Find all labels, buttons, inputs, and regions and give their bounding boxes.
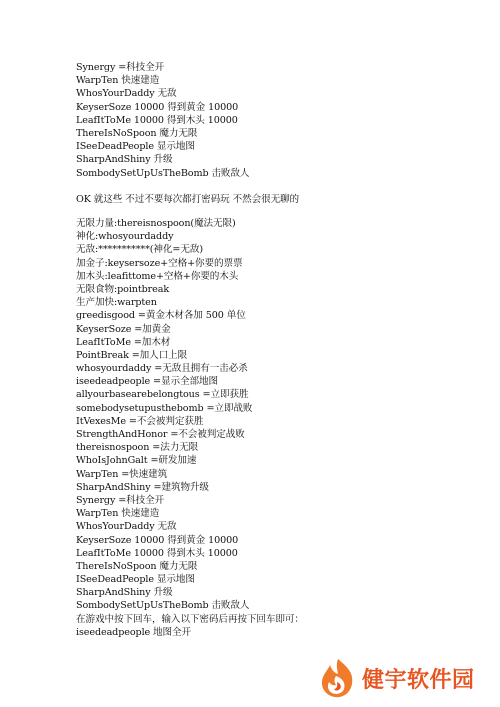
text-line: SombodySetUpUsTheBomb 击败敌人 — [76, 600, 250, 612]
text-line: LeafItToMe 10000 得到木头 10000 — [76, 114, 238, 126]
text-line: iseedeadpeople 地图全开 — [76, 626, 192, 638]
text-line: StrengthAndHonor =不会被判定战败 — [76, 429, 245, 440]
text-line: 神化:whosyourdaddy — [76, 231, 174, 243]
text-line: LeafItToMe 10000 得到木头 10000 — [76, 547, 238, 559]
text-line: 加木头:leafittome+空格+你要的木头 — [76, 270, 239, 282]
flame-fox-logo-icon — [316, 656, 360, 700]
text-line: 无限力量:thereisnospoon(魔法无限) — [76, 218, 236, 229]
text-line: greedisgood =黄金木材各加 500 单位 — [76, 310, 246, 322]
text-line: LeafItToMe =加木材 — [76, 336, 171, 348]
text-line: WarpTen 快速建造 — [76, 75, 160, 87]
text-line: WhosYourDaddy 无敌 — [76, 521, 177, 533]
text-line: WarpTen 快速建造 — [76, 508, 160, 520]
text-line: iseedeadpeople =显示全部地图 — [76, 376, 218, 388]
text-line: Synergy =科技全开 — [76, 62, 165, 73]
text-line: WhosYourDaddy 无敌 — [76, 88, 177, 100]
text-line: 无敌:***********(神化=无敌) — [76, 244, 203, 256]
text-line: SharpAndShiny =建筑物升级 — [76, 481, 209, 493]
text-line: thereisnospoon =法力无限 — [76, 442, 199, 454]
text-line: ISeeDeadPeople 显示地图 — [76, 574, 195, 586]
site-logo — [316, 654, 496, 702]
text-line: 无限食物:pointbreak — [76, 283, 170, 295]
text-line: KeyserSoze 10000 得到黄金 10000 — [76, 101, 239, 113]
text-line: SharpAndShiny 升级 — [76, 154, 173, 166]
text-line: ItVexesMe =不会被判定获胜 — [76, 415, 204, 427]
text-line: KeyserSoze =加黄金 — [76, 323, 171, 335]
text-line: PointBreak =加人口上限 — [76, 349, 188, 361]
logo-text: 健宇软件园 — [362, 667, 475, 693]
text-line: allyourbasearebelongtous =立即获胜 — [76, 389, 249, 401]
cheat-code-list-short — [76, 61, 476, 180]
text-line: SharpAndShiny 升级 — [76, 587, 173, 599]
text-line: SombodySetUpUsTheBomb 击败敌人 — [76, 167, 250, 179]
text-line: ThereIsNoSpoon 魔力无限 — [76, 127, 198, 139]
text-line: Synergy =科技全开 — [76, 494, 165, 506]
text-line: somebodysetupusthebomb =立即战败 — [76, 402, 253, 414]
text-line: 在游戏中按下回车，输入以下密码后再按下回车即可： — [76, 613, 304, 625]
text-line: OK 就这些 不过不要每次都打密码玩 不然会很无聊的 — [76, 194, 300, 205]
text-line: whosyourdaddy =无敌且拥有一击必杀 — [76, 363, 248, 375]
text-line: KeyserSoze 10000 得到黄金 10000 — [76, 534, 239, 546]
text-line: WarpTen =快速建筑 — [76, 468, 168, 480]
text-line: ISeeDeadPeople 显示地图 — [76, 141, 195, 153]
text-line: 生产加快:warpten — [76, 297, 157, 309]
text-line: 加金子:keysersoze+空格+你要的票票 — [76, 257, 243, 269]
cheat-code-list-full — [76, 217, 476, 639]
note-paragraph — [76, 193, 476, 206]
text-line: WhoIsJohnGalt =研发加速 — [76, 455, 197, 467]
text-line: ThereIsNoSpoon 魔力无限 — [76, 560, 198, 572]
